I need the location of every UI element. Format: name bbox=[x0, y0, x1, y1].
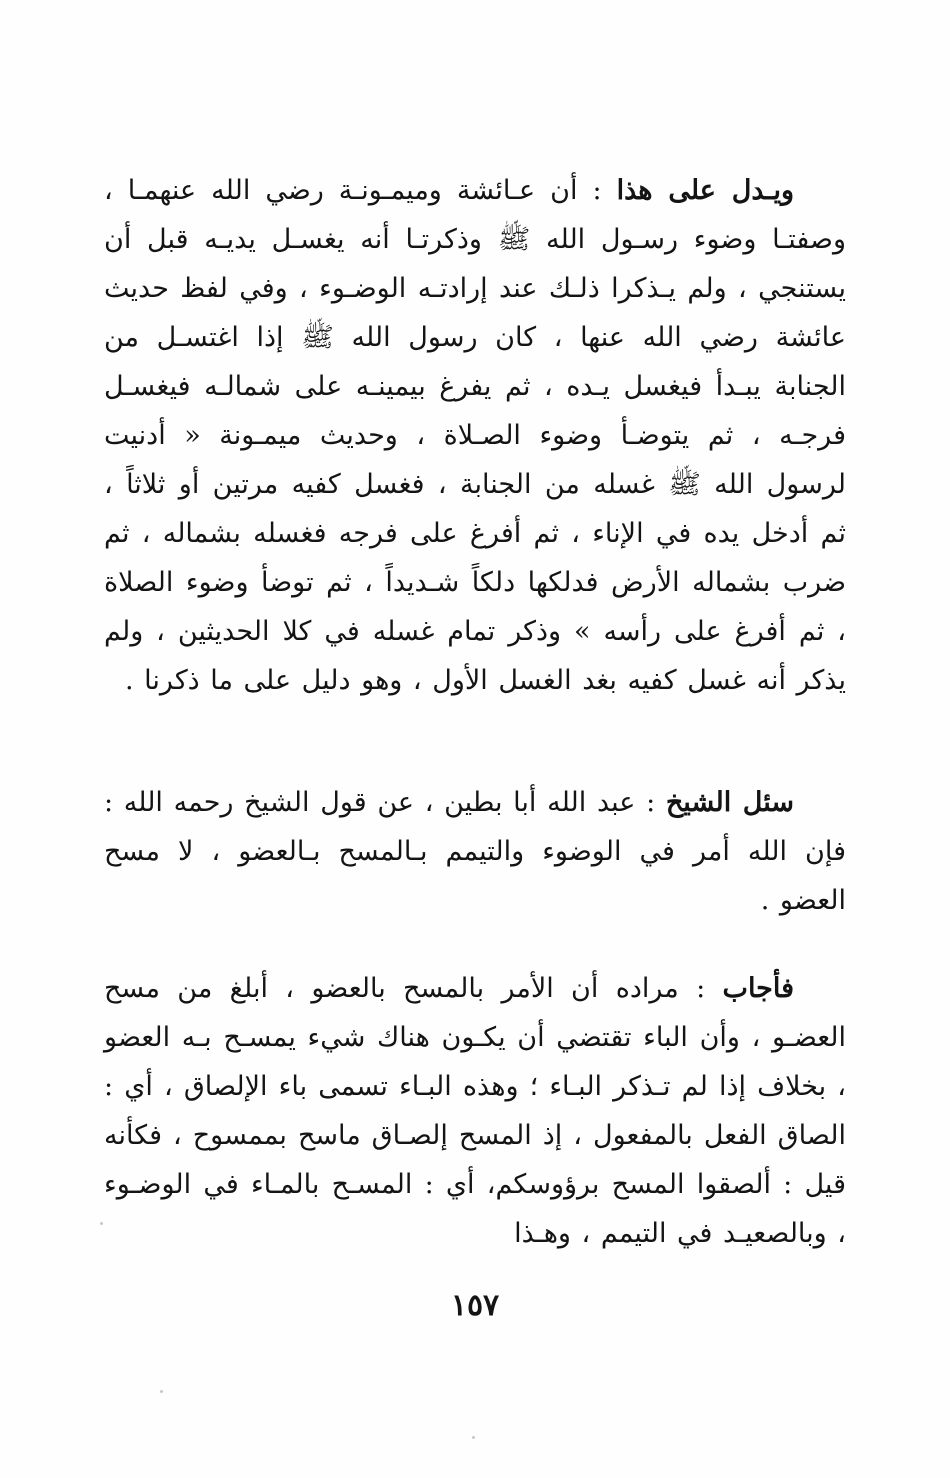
paragraph-question bbox=[104, 778, 846, 925]
paragraph-text: : أن عـائشة وميمـونـة رضي الله عنهمـا ، وصفتـا وضوء رسـول الله ﷺ وذكرتـا أنه يغسـل يديـه قبل أن يستنجي ، ولم يـذكرا ذلـك عند إرادتـه الوضـوء ، وفي لفظ حديث عائشة رضي الله عنها ، كان رسول الله ﷺ إذا اغتسـل من الجنابة يبـدأ فيغسل يـده ، ثم يفرغ بيمينـه على شمالـه فيغسـل فرجـه ، ثم يتوضـأ وضوء الصـلاة ، وحديث ميمـونة « أدنيت لرسول الله ﷺ غسله من الجنابة ، فغسل كفيه مرتين أو ثلاثاً ، ثم أدخل يده في الإناء ، ثم أفرغ على فرجه فغسله بشماله ، ثم ضرب بشماله الأرض فدلكها دلكاً شـديداً ، ثم توضأ وضوء الصلاة ، ثم أفرغ على رأسه » وذكر تمام غسله في كلا الحديثين ، ولم يذكر أنه غسل كفيه بغد الغسل الأول ، وهو دليل على ما ذكرنا . bbox=[104, 175, 846, 696]
paragraph-body bbox=[104, 166, 846, 705]
scan-speck bbox=[100, 1222, 103, 1225]
paragraph-evidence bbox=[104, 166, 846, 705]
paragraph-lead: سئل الشيخ bbox=[665, 787, 794, 818]
paragraph-body bbox=[104, 964, 846, 1258]
scan-speck bbox=[160, 1390, 163, 1393]
scan-speck bbox=[472, 1436, 475, 1439]
paragraph-lead: ويـدل على هذا bbox=[616, 175, 794, 206]
paragraph-lead: فأجاب bbox=[722, 973, 794, 1004]
paragraph-text: : عبد الله أبا بطين ، عن قول الشيخ رحمه الله : فإن الله أمر في الوضوء والتيمم بـالمسح بـالعضو ، لا مسح العضو . bbox=[104, 787, 846, 916]
paragraph-answer bbox=[104, 964, 846, 1258]
paragraph-text: : مراده أن الأمر بالمسح بالعضو ، أبلغ من مسح العضـو ، وأن الباء تقتضي أن يكـون هناك شيء يمسـح بـه العضو ، بخلاف إذا لم تـذكر البـاء ؛ وهذه البـاء تسمى باء الإلصاق ، أي : الصاق الفعل بالمفعول ، إذ المسح إلصـاق ماسح بممسوح ، فكأنه قيل : ألصقوا المسح برؤوسكم، أي : المسـح بالمـاء في الوضـوء ، وبالصعيـد في التيمم ، وهـذا bbox=[104, 973, 846, 1249]
paragraph-body bbox=[104, 778, 846, 925]
page-number: ١٥٧ bbox=[450, 1288, 500, 1323]
